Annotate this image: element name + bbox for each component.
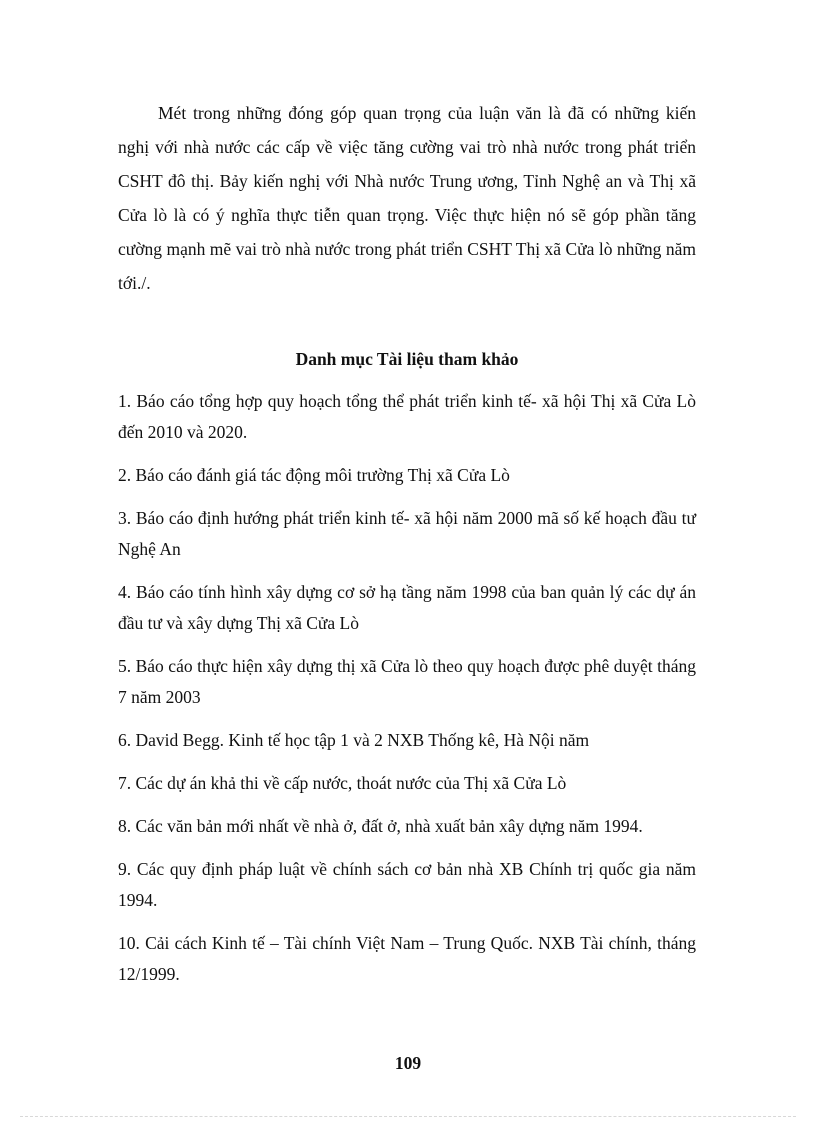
reference-item: 8. Các văn bản mới nhất về nhà ở, đất ở, nhà xuất bản xây dựng năm 1994.	[118, 816, 643, 836]
references-list	[118, 386, 696, 990]
reference-item: 5. Báo cáo thực hiện xây dựng thị xã Cửa lò theo quy hoạch được phê duyệt tháng 7 năm 2003	[118, 656, 696, 707]
reference-item: 1. Báo cáo tổng hợp quy hoạch tổng thể phát triển kinh tế- xã hội Thị xã Cửa Lò đến 2010 và 2020.	[118, 391, 696, 442]
reference-item: 3. Báo cáo định hướng phát triển kinh tế- xã hội năm 2000 mã số kế hoạch đầu tư Nghệ An	[118, 508, 696, 559]
conclusion-paragraph	[118, 96, 696, 300]
references-title: Danh mục Tài liệu tham khảo	[295, 349, 519, 369]
reference-item: 9. Các quy định pháp luật về chính sách cơ bản nhà XB Chính trị quốc gia năm 1994.	[118, 859, 696, 910]
reference-item: 2. Báo cáo đánh giá tác động môi trường Thị xã Cửa Lò	[118, 465, 510, 485]
reference-item: 4. Báo cáo tính hình xây dựng cơ sở hạ tầng năm 1998 của ban quản lý các dự án đầu tư và xây dựng Thị xã Cửa Lò	[118, 582, 696, 633]
reference-item: 10. Cải cách Kinh tế – Tài chính Việt Nam – Trung Quốc. NXB Tài chính, tháng 12/1999.	[118, 933, 696, 984]
page-number: 109	[394, 1053, 422, 1073]
reference-item: 7. Các dự án khả thi về cấp nước, thoát nước của Thị xã Cửa Lò	[118, 773, 567, 793]
page-bottom-divider	[20, 1116, 796, 1117]
reference-item: 6. David Begg. Kinh tế học tập 1 và 2 NXB Thống kê, Hà Nội năm	[118, 730, 590, 750]
conclusion-text: Mét trong những đóng góp quan trọng của luận văn là đã có những kiến nghị với nhà nước các cấp về việc tăng cường vai trò nhà nước trong phát triển CSHT đô thị. Bảy kiến nghị với Nhà nước Trung ương, Tỉnh Nghệ an và Thị xã Cửa lò là có ý nghĩa thực tiễn quan trọng. Việc thực hiện nó sẽ góp phần tăng cường mạnh mẽ vai trò nhà nước trong phát triển CSHT Thị xã Cửa lò những năm tới./.	[118, 103, 696, 293]
document-page	[118, 96, 696, 1002]
